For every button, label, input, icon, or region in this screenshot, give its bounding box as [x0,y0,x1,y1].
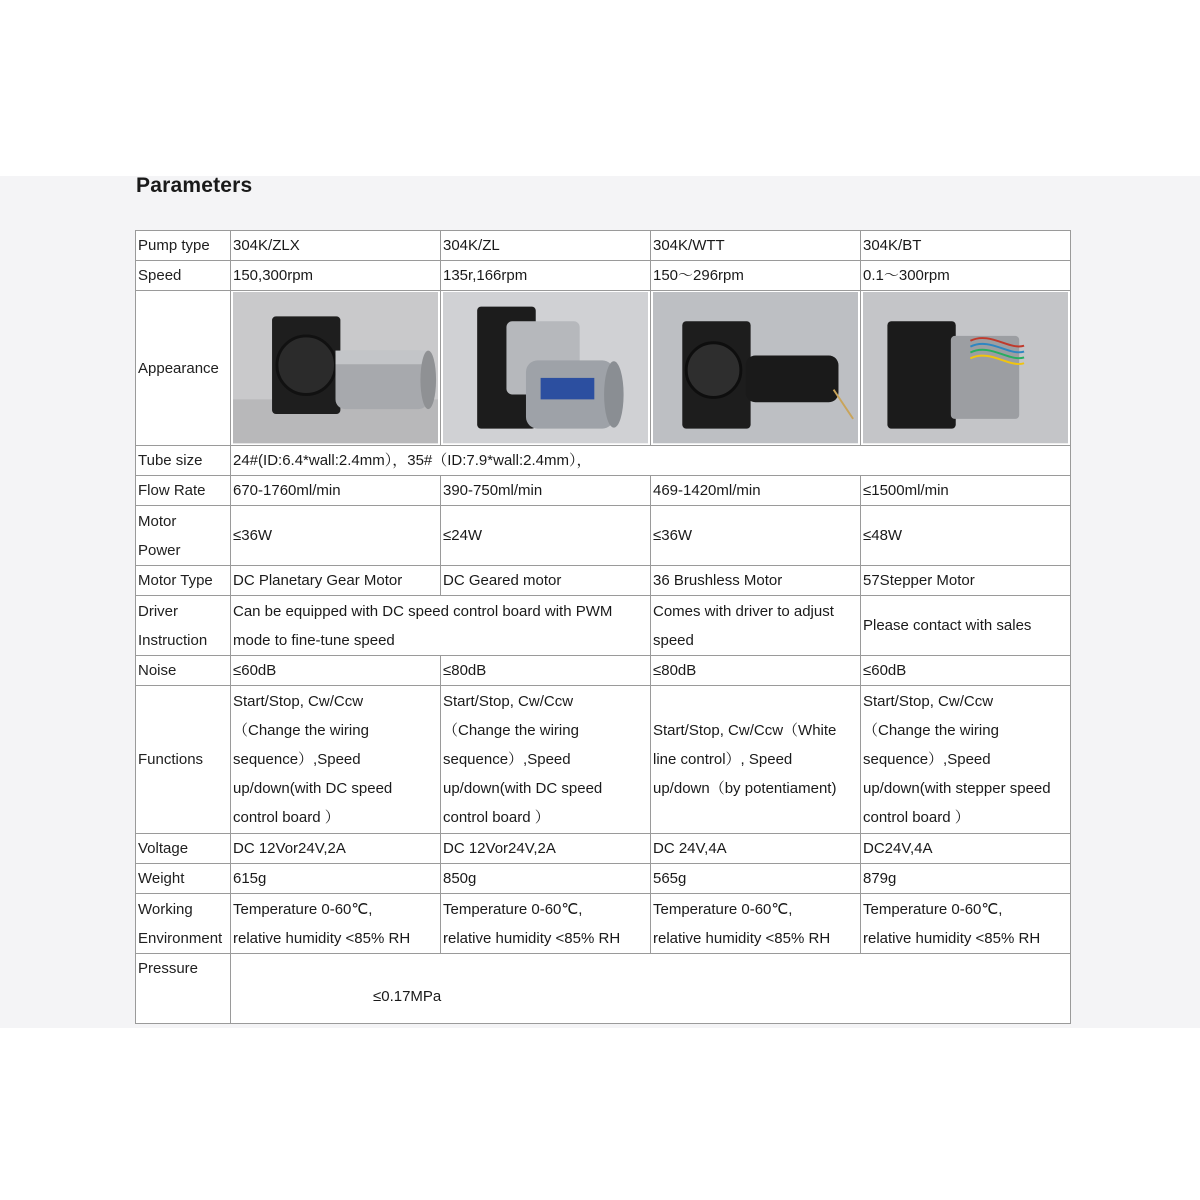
row-noise [136,656,1071,686]
functions-line: sequence）,Speed [233,751,361,768]
motor-type-cell: DC Planetary Gear Motor [231,566,441,596]
functions-line: sequence）,Speed [863,751,991,768]
noise-cell: ≤60dB [861,656,1071,686]
row-motor-type [136,566,1071,596]
functions-cell [651,686,861,834]
environment-line: Temperature 0-60℃, [233,900,373,918]
functions-line: Start/Stop, Cw/Ccw [443,693,574,710]
motor-power-cell: ≤48W [861,506,1071,566]
environment-line: Temperature 0-60℃, [863,900,1003,918]
label-line: Driver [138,602,178,620]
label-voltage: Voltage [136,834,231,864]
row-flow-rate [136,476,1071,506]
row-driver-instruction [136,596,1071,656]
noise-cell: ≤80dB [441,656,651,686]
noise-cell: ≤60dB [231,656,441,686]
label-line: Instruction [138,631,208,649]
functions-line: Start/Stop, Cw/Ccw [863,693,994,710]
row-working-environment [136,894,1071,954]
functions-cell [441,686,651,834]
functions-line: Start/Stop, Cw/Ccw [233,693,364,710]
row-weight [136,864,1071,894]
pressure-value: ≤0.17MPa [373,988,442,1005]
functions-line: （Change the wiring [863,722,999,739]
tube-size-value: 24#(ID:6.4*wall:2.4mm），35#（ID:7.9*wall:2.4mm）， [231,446,1071,476]
parameters-table [135,230,1071,1024]
driver-dc-cell [231,596,651,656]
label-driver-instruction [136,596,231,656]
pump-bt-image [861,291,1071,446]
motor-type-cell: 36 Brushless Motor [651,566,861,596]
row-functions [136,686,1071,834]
pump-type-cell: 304K/ZLX [231,231,441,261]
environment-line: relative humidity <85% RH [863,929,1041,947]
row-voltage [136,834,1071,864]
driver-line: Can be equipped with DC speed control board with PWM [233,602,613,620]
flow-rate-cell: 390-750ml/min [441,476,651,506]
motor-power-cell: ≤36W [231,506,441,566]
flow-rate-cell: 670-1760ml/min [231,476,441,506]
functions-line: control board ） [233,809,340,826]
environment-line: relative humidity <85% RH [233,929,411,947]
driver-line: Comes with driver to adjust [653,602,834,620]
row-appearance [136,291,1071,446]
voltage-cell: DC 12Vor24V,2A [231,834,441,864]
section-title: Parameters [136,174,253,197]
pump-zlx-image [231,291,441,446]
label-functions: Functions [136,686,231,834]
label-weight: Weight [136,864,231,894]
driver-line: mode to fine-tune speed [233,631,395,649]
label-motor-type: Motor Type [136,566,231,596]
weight-cell: 615g [231,864,441,894]
functions-line: up/down(with stepper speed [863,780,1051,797]
label-line: Environment [138,929,223,947]
voltage-cell: DC 12Vor24V,2A [441,834,651,864]
weight-cell: 879g [861,864,1071,894]
row-motor-power [136,506,1071,566]
environment-line: Temperature 0-60℃, [443,900,583,918]
environment-line: Temperature 0-60℃, [653,900,793,918]
pump-type-cell: 304K/BT [861,231,1071,261]
environment-line: relative humidity <85% RH [443,929,621,947]
driver-bt-cell: Please contact with sales [861,596,1071,656]
noise-cell: ≤80dB [651,656,861,686]
label-working-environment [136,894,231,954]
label-appearance: Appearance [136,291,231,446]
row-speed [136,261,1071,291]
functions-cell [861,686,1071,834]
environment-cell [861,894,1071,954]
row-pressure [136,954,1071,1024]
label-noise: Noise [136,656,231,686]
label-line: Motor [138,512,177,530]
row-tube-size [136,446,1071,476]
functions-line: up/down(with DC speed [233,780,393,797]
row-pump-type [136,231,1071,261]
speed-cell: 135r,166rpm [441,261,651,291]
environment-cell [651,894,861,954]
driver-line: speed [653,631,694,649]
label-tube-size: Tube size [136,446,231,476]
functions-cell [231,686,441,834]
speed-cell: 150,300rpm [231,261,441,291]
voltage-cell: DC24V,4A [861,834,1071,864]
functions-line: （Change the wiring [443,722,579,739]
functions-line: up/down(with DC speed [443,780,603,797]
voltage-cell: DC 24V,4A [651,834,861,864]
pump-type-cell: 304K/ZL [441,231,651,261]
pump-zl-image [441,291,651,446]
functions-line: （Change the wiring [233,722,369,739]
environment-cell [231,894,441,954]
pump-wtt-image [651,291,861,446]
environment-line: relative humidity <85% RH [653,929,831,947]
label-pressure: Pressure [136,954,231,1024]
environment-cell [441,894,651,954]
label-motor-power [136,506,231,566]
flow-rate-cell: ≤1500ml/min [861,476,1071,506]
label-speed: Speed [136,261,231,291]
label-flow-rate: Flow Rate [136,476,231,506]
driver-wtt-cell [651,596,861,656]
motor-type-cell: 57Stepper Motor [861,566,1071,596]
pump-type-cell: 304K/WTT [651,231,861,261]
weight-cell: 565g [651,864,861,894]
flow-rate-cell: 469-1420ml/min [651,476,861,506]
functions-line: control board ） [863,809,970,826]
functions-line: control board ） [443,809,550,826]
label-line: Working [138,900,193,918]
label-pump-type: Pump type [136,231,231,261]
speed-cell: 0.1～300rpm [861,261,1071,291]
functions-line: up/down（by potentiament) [653,780,837,797]
label-line: Power [138,541,181,559]
functions-line: Start/Stop, Cw/Ccw（White [653,722,837,739]
motor-power-cell: ≤36W [651,506,861,566]
functions-line: sequence）,Speed [443,751,571,768]
speed-cell: 150～296rpm [651,261,861,291]
motor-type-cell: DC Geared motor [441,566,651,596]
motor-power-cell: ≤24W [441,506,651,566]
weight-cell: 850g [441,864,651,894]
functions-line: line control）, Speed [653,751,793,768]
pressure-cell [231,954,1071,1024]
